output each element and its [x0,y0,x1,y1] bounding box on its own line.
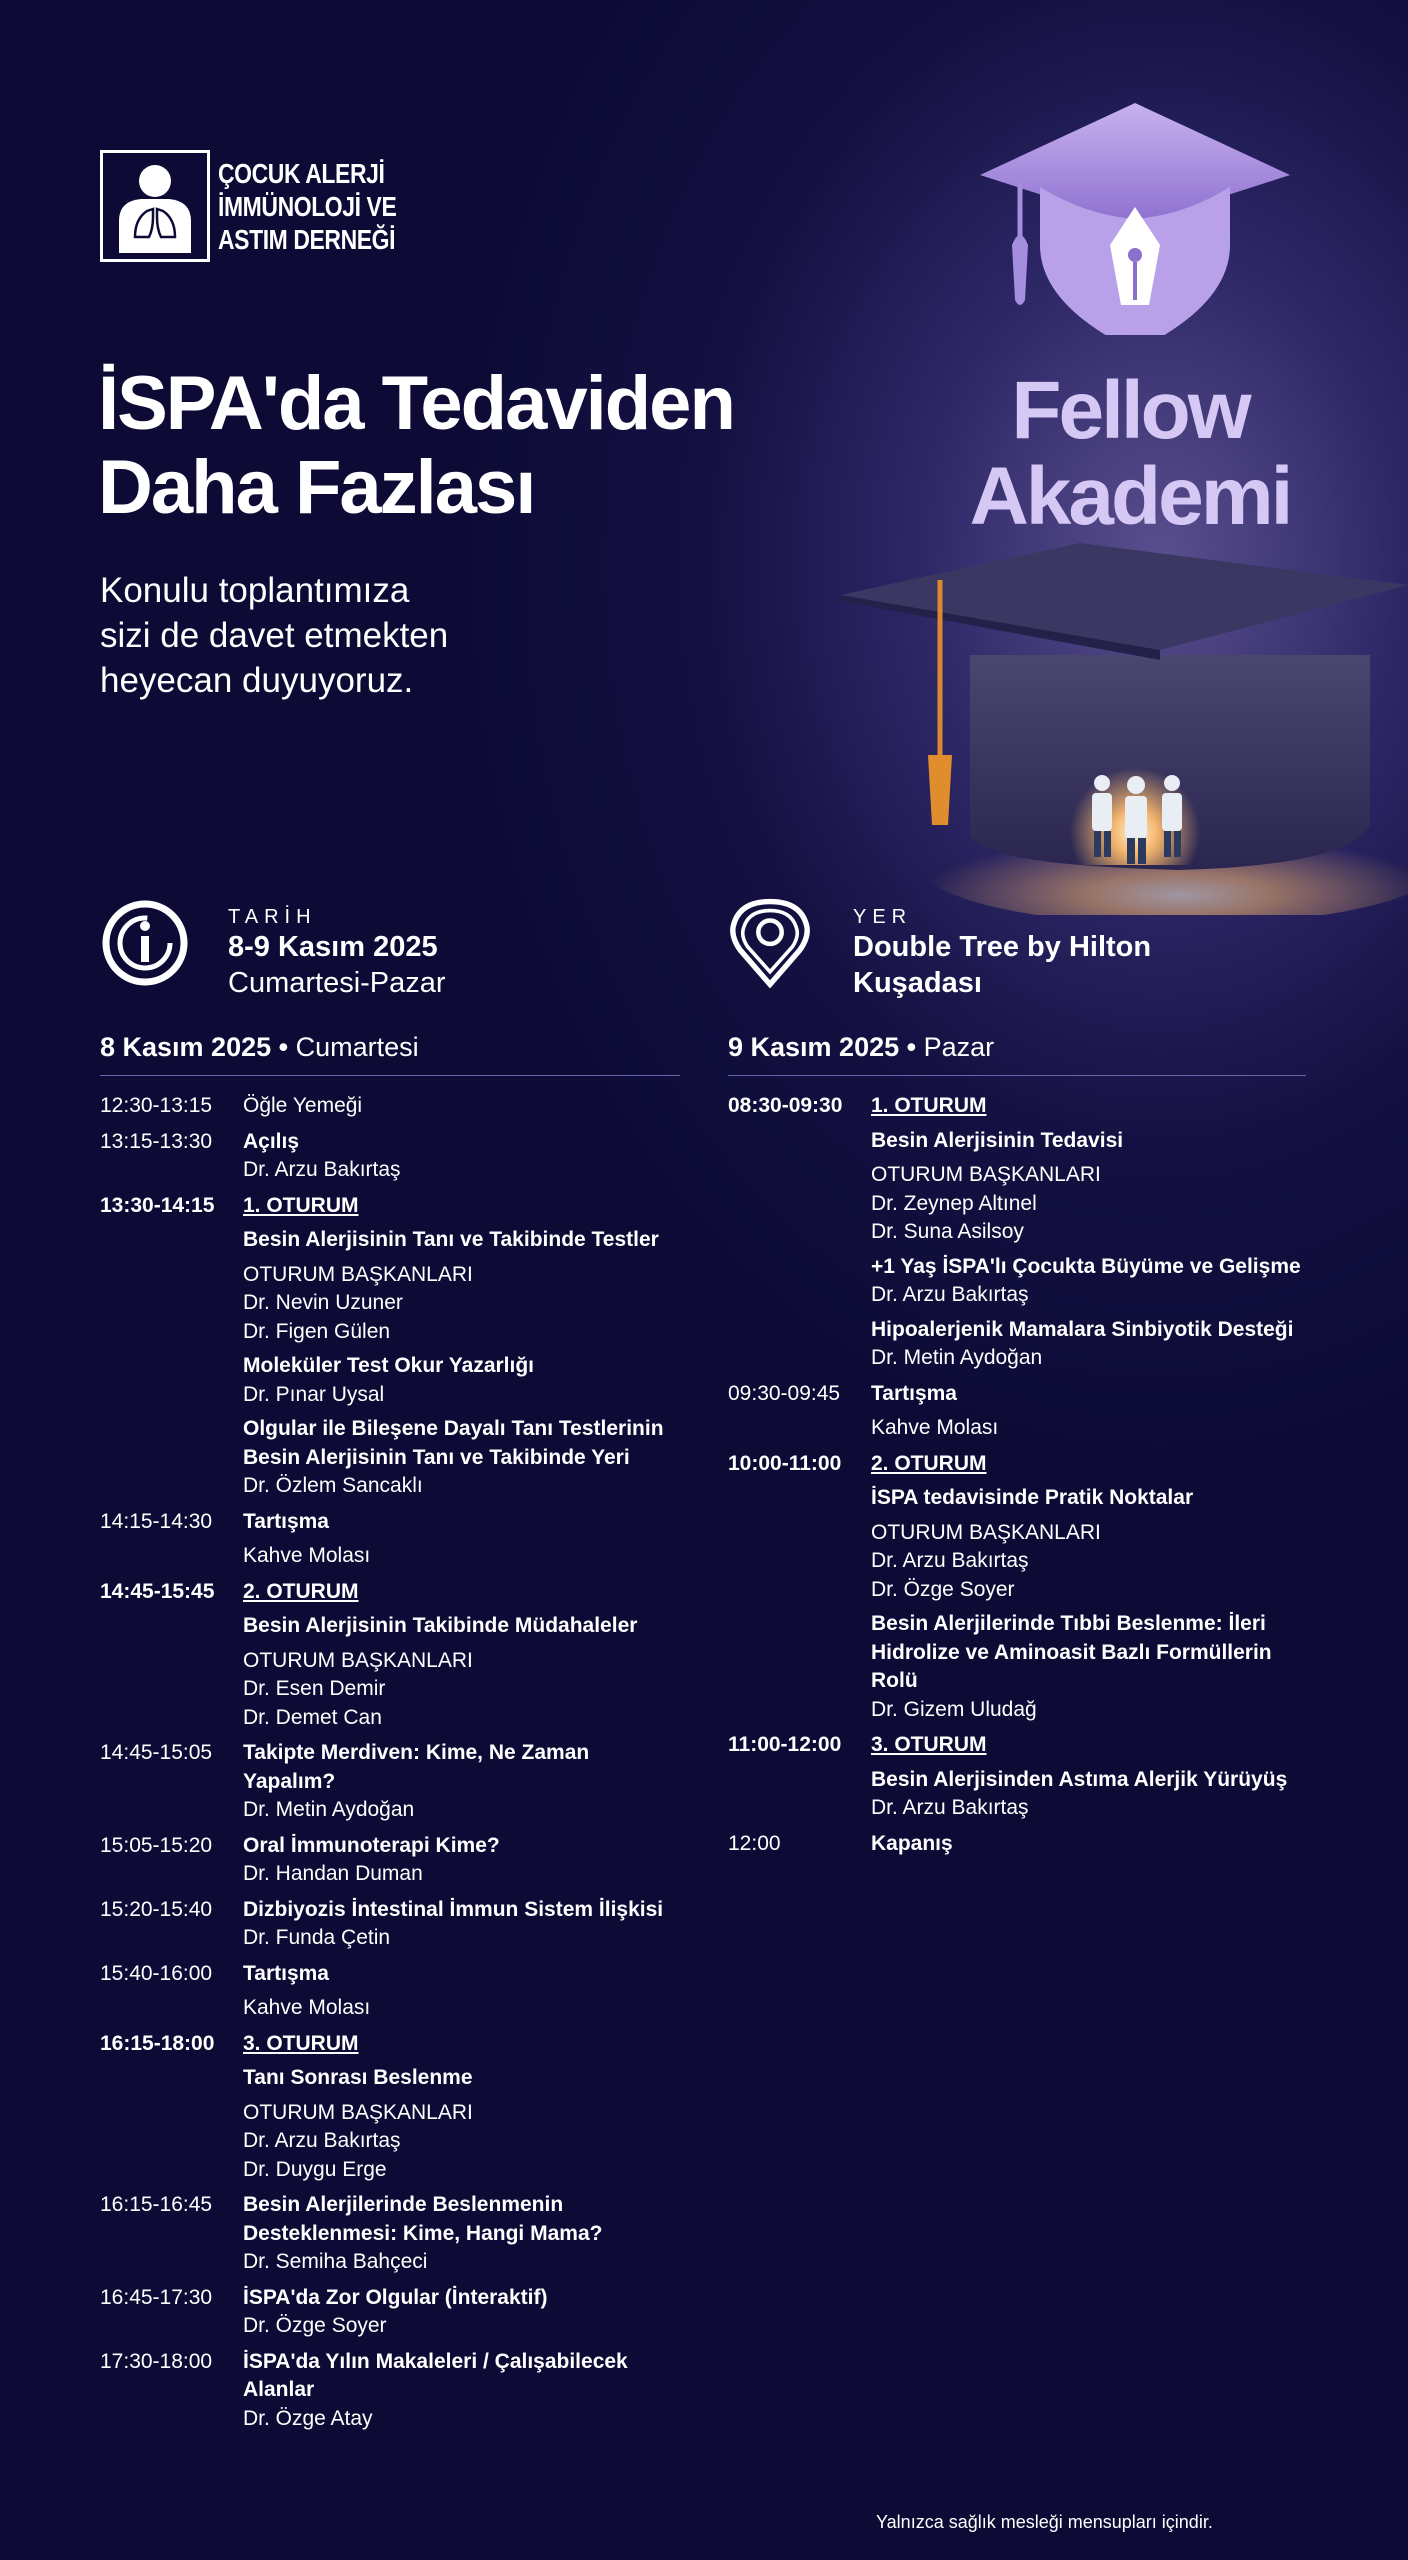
session-item [243,1994,680,2023]
session-item [871,1519,1306,1605]
session-item [243,2348,680,2434]
speaker-name: Dr. Suna Asilsoy [871,1220,1024,1243]
day2-rows [728,1092,1306,1865]
doctors-in-cap-illustration [830,535,1408,915]
schedule-row [100,2284,680,2348]
session-body [871,1731,1306,1823]
footer-note: Yalnızca sağlık mesleği mensupları içindir. [876,2512,1213,2532]
schedule-row [100,1960,680,2030]
session-body [243,1128,680,1185]
logo-line: İMMÜNOLOJİ VE [218,190,397,222]
speaker-name: Dr. Zeynep Altınel [871,1191,1037,1215]
session-heading: 1. OTURUM [871,1094,987,1117]
session-item [871,1161,1306,1247]
date-info [100,898,446,1001]
session-time: 17:30-18:00 [100,2349,213,2373]
day1-header [100,1032,680,1076]
session-item [243,2064,680,2093]
session-time: 13:15-13:30 [100,1129,213,1153]
session-time: 14:45-15:45 [100,1579,215,1603]
session-item [243,1092,680,1121]
session-heading: 2. OTURUM [243,1579,359,1603]
speaker-name: Dr. Özge Soyer [243,2314,387,2337]
session-heading: 3. OTURUM [243,2031,359,2055]
session-heading: 3. OTURUM [871,1733,987,1756]
speaker-name: Dr. Semiha Bahçeci [243,2250,428,2273]
session-time: 15:40-16:00 [100,1961,213,1985]
session-item [243,1128,680,1185]
session-time: 09:30-09:45 [728,1381,841,1405]
association-name [218,157,396,256]
schedule-row [100,1092,680,1128]
session-title: Besin Alerjisinin Tanı ve Takibinde Testler [243,1228,659,1251]
speaker-name: Dr. Arzu Bakırtaş [871,1549,1029,1572]
session-time: 15:05-15:20 [100,1833,213,1857]
session-item [243,2030,680,2059]
session-title: Dizbiyozis İntestinal İmmun Sistem İlişkisi [243,1897,664,1921]
speaker-name: Dr. Özge Soyer [871,1577,1015,1601]
session-title: Kahve Molası [243,1996,371,2019]
session-item [243,1192,680,1221]
brand-line-2: Akademi [969,451,1291,542]
schedule-row [100,1896,680,1960]
schedule-row [100,2348,680,2441]
info-icon [100,898,190,988]
session-item [871,1484,1306,1513]
session-title: OTURUM BAŞKANLARI [871,1163,1101,1186]
session-body [871,1450,1306,1725]
session-item [871,1316,1306,1373]
day1-date: 8 Kasım 2025 • [100,1032,289,1062]
schedule-row [728,1092,1306,1380]
session-item [243,1832,680,1889]
day1-schedule [100,1032,680,2440]
session-item [243,1508,680,1537]
hero-subtitle [100,568,448,703]
session-time: 16:15-18:00 [100,2031,215,2055]
speaker-name: Dr. Handan Duman [243,1862,423,1885]
session-item [871,1766,1306,1823]
session-item [243,2284,680,2341]
child-lungs-icon [100,150,210,262]
session-body [243,1739,680,1825]
session-item [871,1450,1306,1479]
session-body [243,1960,680,2023]
session-time: 10:00-11:00 [728,1451,842,1475]
session-title: Besin Alerjisinden Astıma Alerjik Yürüyüş [871,1767,1288,1791]
session-time: 14:15-14:30 [100,1509,213,1533]
session-title: OTURUM BAŞKANLARI [243,1262,473,1286]
session-title: +1 Yaş İSPA'lı Çocukta Büyüme ve Gelişme [871,1254,1301,1278]
session-title: Tanı Sonrası Beslenme [243,2066,473,2089]
session-title: Besin Alerjisinin Takibinde Müdahaleler [243,1614,638,1637]
venue-city: Kuşadası [853,967,982,999]
venue-label: YER [853,906,913,928]
session-title: Oral İmmunoterapi Kime? [243,1833,500,1857]
schedule-row [728,1450,1306,1732]
session-item [243,1647,680,1733]
session-item [871,1610,1306,1724]
session-title: Kahve Molası [871,1416,999,1439]
day2-date: 9 Kasım 2025 • [728,1032,917,1062]
session-body [871,1092,1306,1373]
session-title: Kahve Molası [243,1544,371,1567]
session-item [243,1960,680,1989]
session-title: İSPA'da Zor Olgular (İnteraktif) [243,2285,548,2309]
schedule-row [728,1830,1306,1866]
session-heading: 1. OTURUM [243,1193,359,1217]
session-body [243,1832,680,1889]
session-item [243,1896,680,1953]
session-time: 11:00-12:00 [728,1733,842,1756]
speaker-name: Dr. Figen Gülen [243,1319,391,1343]
session-item [871,1092,1306,1121]
logo-line: ÇOCUK ALERJİ [218,157,385,189]
session-body [243,2191,680,2277]
session-item [243,1739,680,1825]
hero-subtitle-line: sizi de davet etmekten [100,616,449,655]
session-item [871,1830,1306,1859]
session-item [243,1261,680,1347]
session-title: Kapanış [871,1831,953,1855]
hero-title-line: İSPA'da Tedaviden [98,361,734,446]
speaker-name: Dr. Arzu Bakırtaş [243,2129,401,2152]
speaker-name: Dr. Pınar Uysal [243,1382,385,1406]
speaker-name: Dr. Arzu Bakırtaş [871,1283,1029,1306]
schedule-row [100,1578,680,1740]
session-item [243,2191,680,2277]
venue-info [725,898,1151,1001]
session-title: İSPA'da Yılın Makaleleri / Çalışabilecek Alanlar [243,2349,628,2401]
logo-line: ASTIM DERNEĞİ [218,223,396,255]
day1-weekday: Cumartesi [295,1032,419,1062]
session-body [243,2284,680,2341]
session-item [243,1578,680,1607]
schedule-row [100,1508,680,1578]
session-title: OTURUM BAŞKANLARI [243,1648,473,1672]
session-item [243,1415,680,1501]
session-title: Tartışma [243,1509,329,1533]
schedule-row [728,1380,1306,1450]
session-body [243,2030,680,2185]
session-title: İSPA tedavisinde Pratik Noktalar [871,1486,1194,1509]
session-time: 12:30-13:15 [100,1094,213,1117]
brand-line-1: Fellow [1011,365,1249,456]
speaker-name: Dr. Duygu Erge [243,2157,387,2181]
session-time: 16:45-17:30 [100,2285,213,2309]
speaker-name: Dr. Metin Aydoğan [871,1346,1043,1369]
hero-subtitle-line: Konulu toplantımıza [100,571,410,610]
day2-header [728,1032,1306,1076]
date-value: 8-9 Kasım 2025 [228,931,438,963]
session-time: 08:30-09:30 [728,1094,843,1117]
date-weekdays: Cumartesi-Pazar [228,967,446,999]
day1-rows [100,1092,680,2440]
session-title: Moleküler Test Okur Yazarlığı [243,1354,534,1377]
session-item [243,1226,680,1255]
session-title: Açılış [243,1129,300,1153]
session-body [243,1578,680,1733]
session-item [243,1612,680,1641]
association-logo [100,150,436,262]
session-title: Besin Alerjilerinde Beslenmenin Desteklenmesi: Kime, Hangi Mama? [243,2193,603,2245]
speaker-name: Dr. Gizem Uludağ [871,1697,1037,1721]
session-item [871,1414,1306,1443]
session-item [243,2099,680,2185]
session-body [243,1508,680,1571]
session-item [871,1731,1306,1760]
session-item [871,1380,1306,1409]
day2-weekday: Pazar [923,1032,995,1062]
speaker-name: Dr. Arzu Bakırtaş [243,1158,401,1181]
schedule-row [100,1128,680,1192]
hero-subtitle-line: heyecan duyuyoruz. [100,661,414,700]
session-body [871,1830,1306,1859]
schedule-row [100,1832,680,1896]
session-body [243,2348,680,2434]
speaker-name: Dr. Özge Atay [243,2406,373,2430]
schedule-row [728,1731,1306,1830]
session-title: Öğle Yemeği [243,1094,363,1117]
session-title: Tartışma [243,1961,329,1985]
speaker-name: Dr. Esen Demir [243,1677,386,1700]
schedule-row [100,1192,680,1508]
schedule-row [100,2191,680,2284]
speaker-name: Dr. Nevin Uzuner [243,1291,403,1314]
session-item [243,1542,680,1571]
speaker-name: Dr. Demet Can [243,1705,382,1729]
session-title: Besin Alerjisinin Tedavisi [871,1128,1124,1152]
speaker-name: Dr. Funda Çetin [243,1926,391,1949]
speaker-name: Dr. Metin Aydoğan [243,1798,415,1821]
session-time: 16:15-16:45 [100,2193,213,2216]
graduation-cap-pen-icon [955,95,1315,335]
session-item [871,1127,1306,1156]
session-time: 15:20-15:40 [100,1897,213,1921]
date-label: TARİH [228,906,317,928]
session-title: Besin Alerjilerinde Tıbbi Beslenme: İleri Hidrolize ve Aminoasit Bazlı Formüllerin Rolü [871,1612,1272,1692]
session-title: OTURUM BAŞKANLARI [871,1520,1101,1544]
session-time: 12:00 [728,1831,781,1855]
day2-schedule [728,1032,1306,1865]
session-title: Olgular ile Bileşene Dayalı Tanı Testlerinin Besin Alerjisinin Tanı ve Takibinde Yeri [243,1417,664,1469]
session-heading: 2. OTURUM [871,1451,987,1475]
session-time: 14:45-15:05 [100,1741,213,1764]
location-pin-icon [725,898,815,988]
fellow-akademi-wordmark [900,365,1360,542]
hero-title-line: Daha Fazlası [98,445,535,530]
schedule-row [100,2030,680,2192]
session-time: 13:30-14:15 [100,1193,215,1217]
speaker-name: Dr. Arzu Bakırtaş [871,1796,1029,1819]
venue-name: Double Tree by Hilton [853,931,1152,963]
session-title: Hipoalerjenik Mamalara Sinbiyotik Desteği [871,1317,1294,1341]
session-body [871,1380,1306,1443]
session-title: Tartışma [871,1381,957,1405]
session-title: Takipte Merdiven: Kime, Ne Zaman Yapalım? [243,1741,590,1793]
speaker-name: Dr. Özlem Sancaklı [243,1474,423,1497]
session-body [243,1192,680,1501]
session-body [243,1896,680,1953]
session-item [871,1253,1306,1310]
session-body [243,1092,680,1121]
schedule-row [100,1739,680,1832]
hero-title [98,362,734,530]
session-title: OTURUM BAŞKANLARI [243,2100,473,2124]
session-item [243,1352,680,1409]
